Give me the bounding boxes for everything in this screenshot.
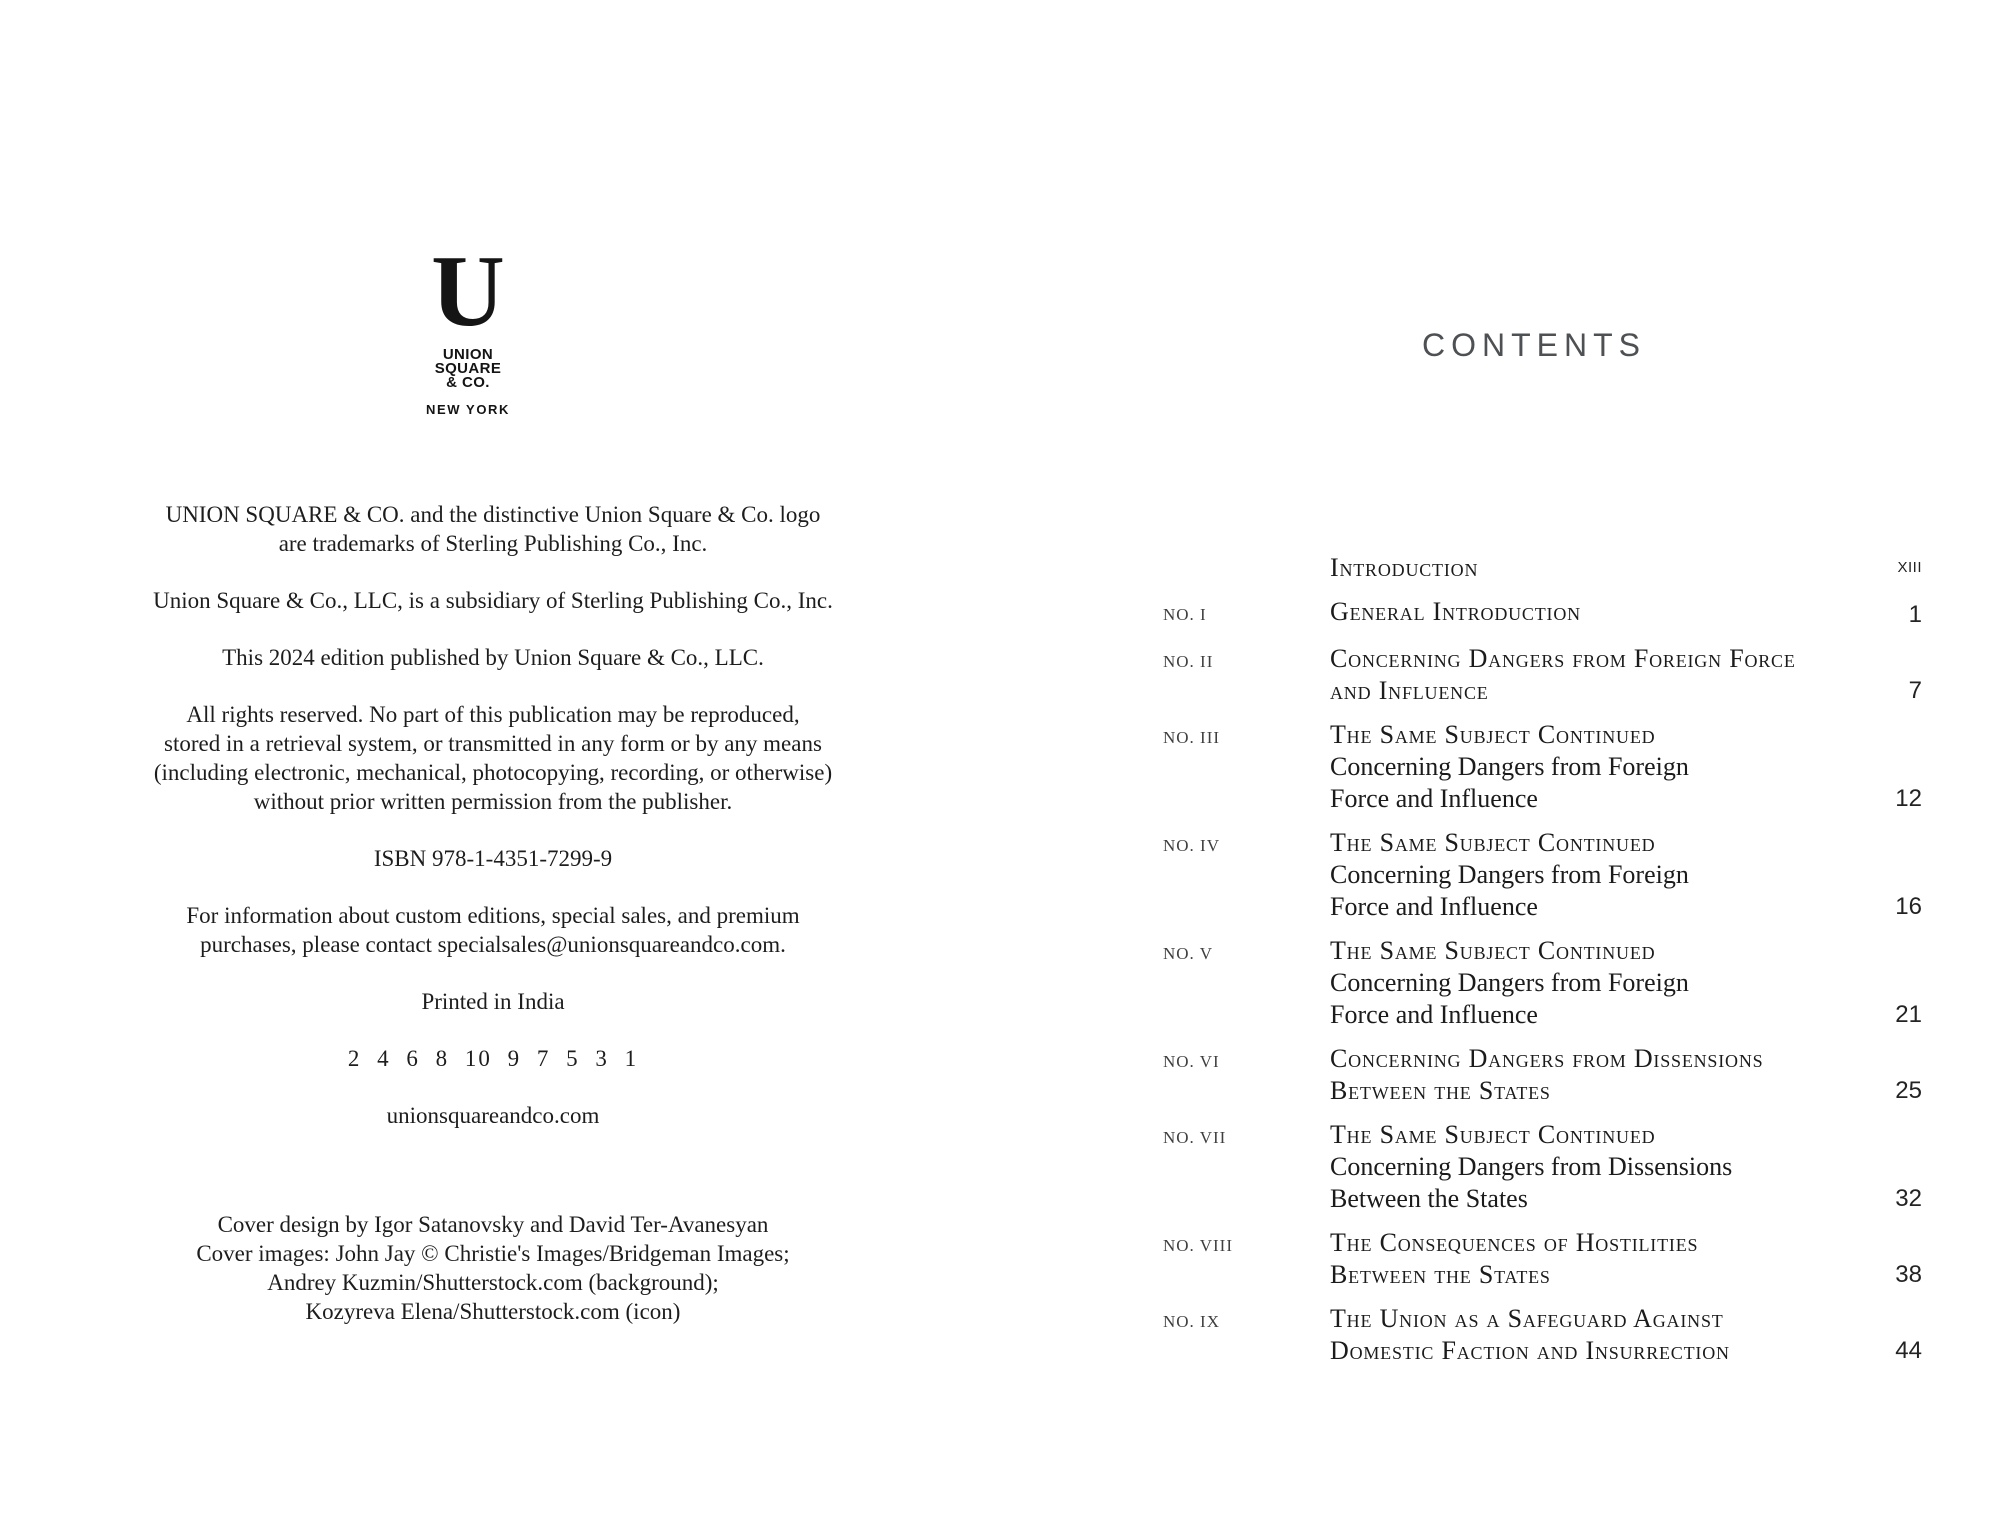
text-line: unionsquareandco.com	[386, 1103, 600, 1128]
text-line: stored in a retrieval system, or transmitted in any form or by any means	[164, 731, 822, 756]
toc-title-line: The Consequences of Hostilities	[1330, 1228, 1699, 1257]
text-line: UNION SQUARE & CO. and the distinctive Union Square & Co. logo	[165, 502, 821, 527]
text-line: Andrey Kuzmin/Shutterstock.com (background);	[267, 1270, 719, 1295]
toc-page-number: 38	[1895, 1261, 1922, 1288]
toc-title-line: Concerning Dangers from Foreign	[1330, 860, 1689, 889]
toc-page-number: 12	[1895, 785, 1922, 812]
toc-entry	[1163, 1119, 1922, 1215]
contents-page	[1000, 0, 2000, 1523]
text-line: All rights reserved. No part of this publication may be reproduced,	[186, 702, 800, 727]
toc-page-number: XIII	[1897, 559, 1922, 576]
toc-title-line: The Same Subject Continued	[1330, 720, 1656, 749]
colophon	[63, 500, 923, 1326]
toc-entry	[1163, 1303, 1922, 1367]
colophon-trademark	[63, 500, 923, 558]
text-line: are trademarks of Sterling Publishing Co., Inc.	[278, 531, 708, 556]
colophon-website	[63, 1101, 923, 1130]
toc-number-label: NO. VI	[1163, 1052, 1220, 1071]
toc-number-label: NO. IX	[1163, 1312, 1220, 1331]
toc-title	[1330, 1043, 1850, 1107]
colophon-printed-in	[63, 987, 923, 1016]
toc-title-line: The Union as a Safeguard Against	[1330, 1304, 1724, 1333]
toc-title	[1330, 596, 1850, 631]
colophon-subsidiary	[63, 586, 923, 615]
text-line: ISBN 978-1-4351-7299-9	[373, 846, 613, 871]
toc-page-number: 21	[1895, 1001, 1922, 1028]
colophon-special-sales	[63, 901, 923, 959]
toc-title-line: Between the States	[1330, 1184, 1528, 1213]
toc-number-label	[1163, 552, 1330, 555]
text-line: Kozyreva Elena/Shutterstock.com (icon)	[305, 1299, 681, 1324]
toc-entry	[1163, 935, 1922, 1031]
toc-page-number: 44	[1895, 1337, 1922, 1364]
toc-entry	[1163, 596, 1922, 631]
colophon-isbn	[63, 844, 923, 873]
publisher-logo-name-line: & CO.	[446, 374, 490, 391]
toc-entry	[1163, 1227, 1922, 1291]
text-line: Union Square & Co., LLC, is a subsidiary of Sterling Publishing Co., Inc.	[153, 588, 833, 613]
toc-entry	[1163, 552, 1922, 584]
toc-title	[1330, 935, 1850, 1031]
toc-title	[1330, 552, 1850, 584]
text-line: Cover images: John Jay © Christie's Images/Bridgeman Images;	[196, 1241, 790, 1266]
toc-page-number: 16	[1895, 893, 1922, 920]
toc-number-label: NO. VIII	[1163, 1236, 1234, 1255]
toc-title-line: Concerning Dangers from Dissensions	[1330, 1152, 1733, 1181]
colophon-printers-key	[63, 1044, 923, 1073]
text-line: purchases, please contact specialsales@unionsquareandco.com.	[200, 932, 786, 957]
text-line: This 2024 edition published by Union Square & Co., LLC.	[222, 645, 764, 670]
publisher-logo-name-line: SQUARE	[434, 360, 502, 377]
toc-number-label: NO. V	[1163, 944, 1214, 963]
page-title: CONTENTS	[1422, 327, 1646, 364]
toc-title-line: Between the States	[1330, 1076, 1551, 1105]
text-line: For information about custom editions, special sales, and premium	[186, 903, 800, 928]
toc-title-line: Force and Influence	[1330, 784, 1538, 813]
publisher-logo	[368, 235, 568, 417]
toc-title-line: Force and Influence	[1330, 892, 1538, 921]
toc-title-line: Introduction	[1330, 553, 1479, 582]
toc-title-line: Force and Influence	[1330, 1000, 1538, 1029]
toc-page-number: 7	[1908, 677, 1922, 704]
publisher-logo-city: NEW YORK	[425, 402, 511, 417]
toc-title	[1330, 1227, 1850, 1291]
publisher-logo-name-line: UNION	[442, 346, 494, 363]
toc-entry	[1163, 643, 1922, 707]
toc-title-line: and Influence	[1330, 676, 1489, 705]
text-line: without prior written permission from the publisher.	[253, 789, 733, 814]
text-line: Cover design by Igor Satanovsky and David Ter-Avanesyan	[217, 1212, 769, 1237]
toc-entry	[1163, 1043, 1922, 1107]
text-line: 2 4 6 8 10 9 7 5 3 1	[347, 1046, 639, 1071]
toc-page-number: 1	[1908, 601, 1922, 628]
colophon-credits	[63, 1210, 923, 1326]
toc-title-line: General Introduction	[1330, 597, 1581, 626]
colophon-rights	[63, 700, 923, 816]
toc-title-line: Concerning Dangers from Foreign Force	[1330, 644, 1796, 673]
toc-number-label: NO. IV	[1163, 836, 1220, 855]
toc-title	[1330, 1119, 1850, 1215]
text-line: Printed in India	[421, 989, 565, 1014]
toc-title	[1330, 1303, 1850, 1367]
toc-number-label: NO. VII	[1163, 1128, 1227, 1147]
text-line: (including electronic, mechanical, photocopying, recording, or otherwise)	[153, 760, 833, 785]
toc-number-label: NO. II	[1163, 652, 1214, 671]
toc-title-line: Between the States	[1330, 1260, 1551, 1289]
toc-number-label: NO. III	[1163, 728, 1221, 747]
toc-page-number: 25	[1895, 1077, 1922, 1104]
toc-entry	[1163, 719, 1922, 815]
toc-title-line: Concerning Dangers from Foreign	[1330, 968, 1689, 997]
colophon-edition	[63, 643, 923, 672]
toc-title-line: The Same Subject Continued	[1330, 936, 1656, 965]
toc-title-line: The Same Subject Continued	[1330, 828, 1656, 857]
toc-title-line: Concerning Dangers from Foreign	[1330, 752, 1689, 781]
toc-list	[1163, 552, 1922, 1379]
publisher-logo-monogram: U	[431, 235, 505, 348]
toc-title	[1330, 643, 1850, 707]
toc-title-line: Domestic Faction and Insurrection	[1330, 1336, 1730, 1365]
toc-entry	[1163, 827, 1922, 923]
toc-title	[1330, 719, 1850, 815]
toc-page-number: 32	[1895, 1185, 1922, 1212]
toc-title-line: The Same Subject Continued	[1330, 1120, 1656, 1149]
toc-title	[1330, 827, 1850, 923]
toc-title-line: Concerning Dangers from Dissensions	[1330, 1044, 1764, 1073]
publisher-logo-name	[368, 348, 568, 390]
toc-number-label: NO. I	[1163, 605, 1207, 624]
